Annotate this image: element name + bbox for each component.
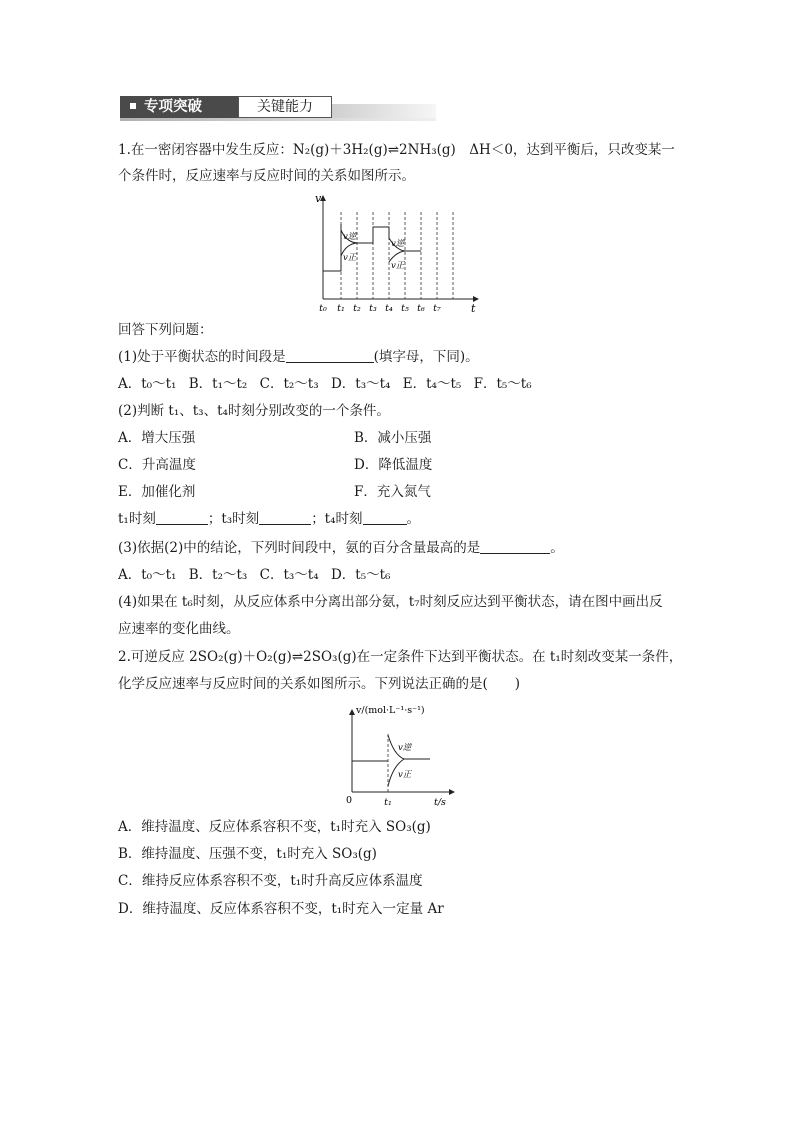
answer-blank-1[interactable] (286, 348, 374, 363)
tick-label-t2: t₂ (353, 303, 361, 314)
section-header (118, 96, 436, 120)
option-c: C．t₂～t₃ (259, 376, 319, 392)
answer-blank-t3[interactable] (259, 510, 311, 525)
q1-part3-options (118, 565, 390, 585)
q1-part4-line2: 应速率的变化曲线。 (118, 621, 240, 637)
tick-label-t7: t₇ (433, 303, 441, 314)
curve-label-v-reverse: v逆 (398, 743, 412, 753)
section-title: 专项突破 (120, 96, 238, 118)
q1-stem-line2: 个条件时，反应速率与反应时间的关系如图所示。 (118, 168, 415, 184)
option-b: B．t₂～t₃ (188, 567, 248, 583)
header-decoration (332, 104, 436, 118)
rate-time-chart-2 (340, 700, 458, 810)
option-d: D．t₅～t₆ (330, 567, 391, 583)
q2-option-c: C．维持反应体系容积不变，t₁时升高反应体系温度 (118, 873, 423, 889)
x-axis-label: t (471, 302, 476, 315)
y-axis-label: v (315, 192, 322, 205)
q2-stem-line2: 化学反应速率与反应时间的关系如图所示。下列说法正确的是( ) (118, 676, 521, 692)
answer-blank-t4[interactable] (363, 510, 407, 525)
q1-part2-option-d: D．降低温度 (354, 457, 433, 473)
q1-part2-option-b: B．减小压强 (354, 430, 432, 446)
q2-option-d: D．维持温度、反应体系容积不变，t₁时充入一定量 Ar (118, 901, 444, 917)
tick-label-t5: t₅ (401, 303, 409, 314)
q1-part1-options (118, 374, 532, 394)
option-a: A．t₀～t₁ (118, 567, 177, 583)
option-a: A．t₀～t₁ (118, 376, 177, 392)
q1-part2: (2)判断 t₁、t₃、t₄时刻分别改变的一个条件。 (118, 403, 390, 419)
option-b: B．t₁～t₂ (188, 376, 248, 392)
origin-label: 0 (346, 795, 353, 806)
section-subtitle: 关键能力 (238, 96, 332, 118)
option-e: E．t₄～t₅ (402, 376, 462, 392)
rate-curves (323, 224, 421, 271)
answer-blank-t1[interactable] (156, 510, 208, 525)
tick-label-t1: t₁ (337, 303, 345, 314)
q1-part2-option-f: F．充入氮气 (354, 484, 431, 500)
curve-label-v-forward-1: v正 (343, 253, 357, 263)
square-bullet-icon (130, 103, 136, 109)
q2-option-a: A．维持温度、反应体系容积不变，t₁时充入 SO₃(g) (118, 819, 431, 835)
tick-label-t3: t₃ (369, 303, 377, 314)
time-gridlines (341, 212, 453, 299)
rate-time-chart-1 (312, 190, 482, 316)
q1-part2-option-e: E．加催化剂 (118, 484, 196, 500)
tick-label-t6: t₆ (417, 303, 425, 314)
tick-label-t0: t₀ (319, 303, 327, 314)
q1-prompt: 回答下列问题： (118, 322, 213, 338)
q2-option-b: B．维持温度、压强不变，t₁时充入 SO₃(g) (118, 846, 377, 862)
header-underline (120, 118, 436, 121)
option-c: C．t₃～t₄ (259, 567, 319, 583)
y-axis-label: v/(mol·L⁻¹·s⁻¹) (356, 705, 425, 716)
option-f: F．t₅～t₆ (473, 376, 532, 392)
q1-stem-line1: 1.在一密闭容器中发生反应：N₂(g)＋3H₂(g)⇌2NH₃(g) ΔH＜0，达到平衡后，只改变某一 (118, 142, 675, 158)
tick-label-t1: t₁ (384, 797, 392, 808)
curve-label-v-reverse-1: v逆 (343, 232, 357, 242)
x-axis-label: t/s (434, 797, 446, 808)
curve-label-v-reverse-2: v逆 (391, 239, 405, 249)
answer-blank-3[interactable] (480, 539, 550, 554)
q1-part3: (3)依据(2)中的结论，下列时间段中，氨的百分含量最高的是 。 (118, 540, 564, 556)
curve-label-v-forward: v正 (398, 770, 412, 780)
q1-part2-option-a: A．增大压强 (118, 430, 196, 446)
q1-part2-option-c: C．升高温度 (118, 457, 196, 473)
option-d: D．t₃～t₄ (330, 376, 391, 392)
rate-curves (352, 735, 430, 786)
q2-stem-line1: 2.可逆反应 2SO₂(g)＋O₂(g)⇌2SO₃(g)在一定条件下达到平衡状态。在 t₁时刻改变某一条件， (118, 649, 683, 665)
q1-part2-answers: t₁时刻 ；t₃时刻 ；t₄时刻 。 (118, 511, 421, 527)
tick-label-t4: t₄ (385, 303, 393, 314)
q1-part4-line1: (4)如果在 t₆时刻，从反应体系中分离出部分氨，t₇时刻反应达到平衡状态，请在图中画出反 (118, 594, 663, 610)
curve-label-v-forward-2: v正 (391, 261, 405, 271)
q1-part1: (1)处于平衡状态的时间段是 (填字母，下同)。 (118, 349, 479, 365)
